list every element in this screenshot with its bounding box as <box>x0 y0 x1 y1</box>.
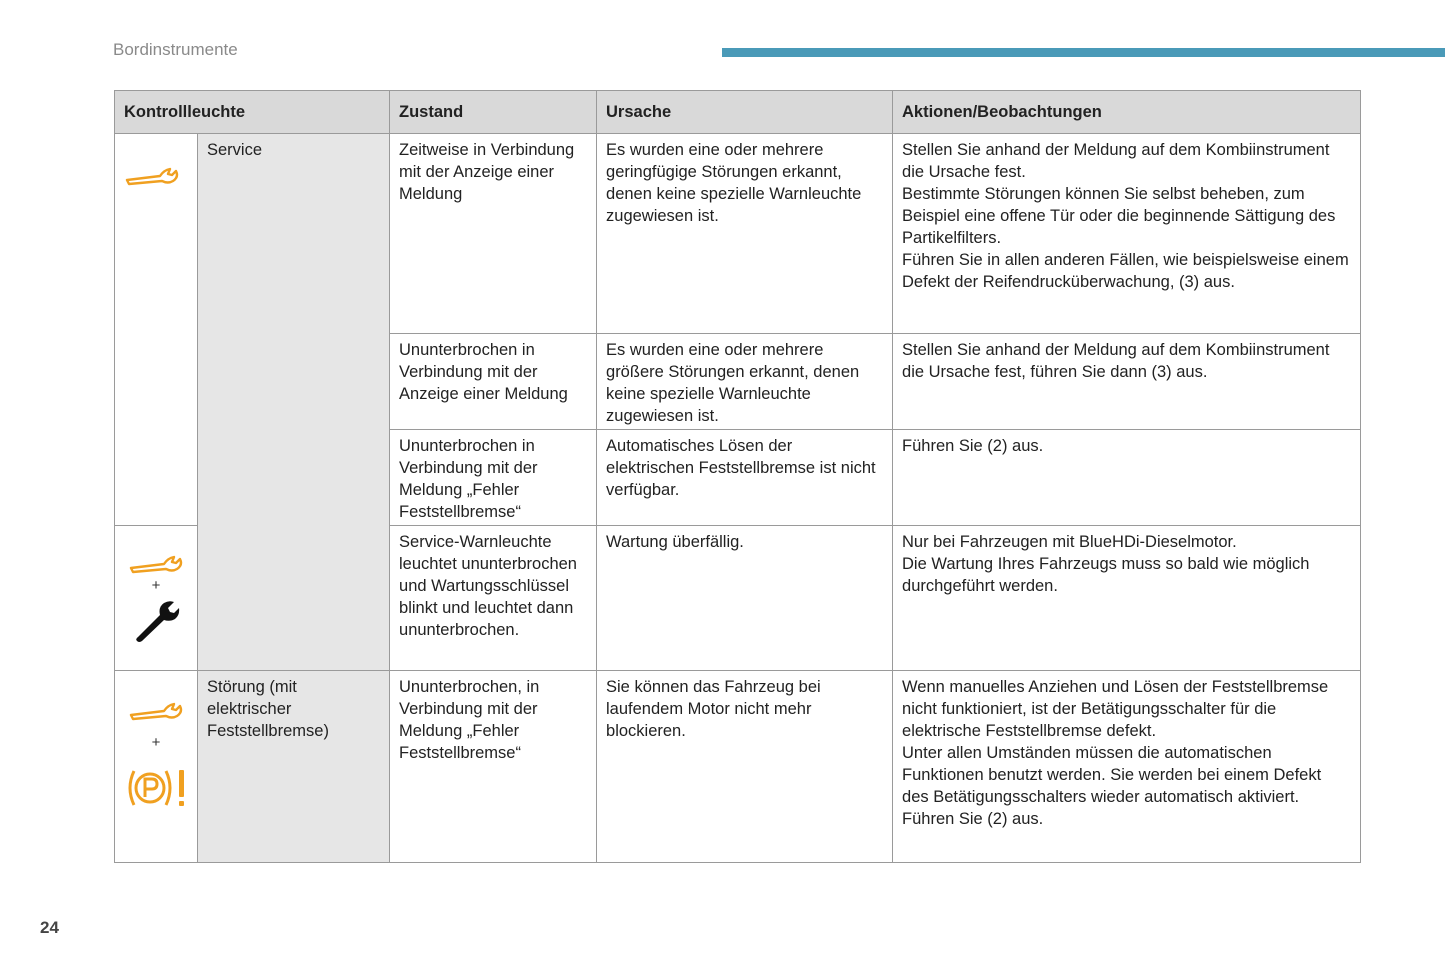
wrench-outline-orange-icon <box>128 694 184 724</box>
maintenance-icon-cell <box>115 526 198 671</box>
header-kontrollleuchte: Kontrollleuchte <box>115 91 390 134</box>
aktion-line: Führen Sie (2) aus. <box>902 437 1044 455</box>
page-header-title: Bordinstrumente <box>113 40 238 59</box>
table-header-row <box>115 91 1361 134</box>
header-ursache: Ursache <box>597 91 893 134</box>
ursache-cell: Wartung überfällig. <box>597 526 893 671</box>
aktionen-cell <box>893 334 1361 430</box>
zustand-cell: Ununterbrochen in Verbindung mit der Anzeige einer Meldung <box>390 334 597 430</box>
service-icon-cell <box>115 134 198 526</box>
wrench-outline-orange-icon <box>128 547 184 577</box>
aktion-line: Bestimmte Störungen können Sie selbst beheben, zum Beispiel eine offene Tür oder die beginnende Sättigung des Partikelfilters. <box>902 185 1336 247</box>
aktion-line: Die Wartung Ihres Fahrzeugs muss so bald wie möglich durchgeführt werden. <box>902 555 1310 595</box>
wrench-black-icon <box>132 599 180 643</box>
wrench-outline-orange-icon <box>124 159 180 189</box>
header-accent-bar <box>722 48 1445 57</box>
aktionen-cell <box>893 526 1361 671</box>
aktion-line: Nur bei Fahrzeugen mit BlueHDi-Dieselmotor. <box>902 533 1237 551</box>
aktion-line: Führen Sie (2) aus. <box>902 810 1044 828</box>
zustand-cell: Ununterbrochen, in Verbindung mit der Meldung „Fehler Feststellbremse“ <box>390 671 597 863</box>
zustand-cell: Ununterbrochen in Verbindung mit der Meldung „Fehler Feststellbremse“ <box>390 430 597 526</box>
aktion-line: Führen Sie in allen anderen Fällen, wie beispielsweise einem Defekt der Reifendrucküberwachung, (3) aus. <box>902 251 1349 291</box>
service-name-cell: Service <box>198 134 390 671</box>
ursache-cell: Es wurden eine oder mehrere geringfügige Störungen erkannt, denen keine spezielle Warnleuchte zugewiesen ist. <box>597 134 893 334</box>
brake-name-cell: Störung (mit elektrischer Feststellbremse) <box>198 671 390 863</box>
table-row <box>115 671 1361 863</box>
ursache-cell: Sie können das Fahrzeug bei laufendem Motor nicht mehr blockieren. <box>597 671 893 863</box>
ursache-cell: Es wurden eine oder mehrere größere Störungen erkannt, denen keine spezielle Warnleuchte zugewiesen ist. <box>597 334 893 430</box>
warning-lights-table <box>114 90 1361 863</box>
brake-icon-cell <box>115 671 198 863</box>
aktion-line: Wenn manuelles Anziehen und Lösen der Feststellbremse nicht funktioniert, ist der Betätigungsschalter für die elektrische Feststellbremse defekt. <box>902 678 1329 740</box>
page-number: 24 <box>40 918 59 937</box>
zustand-cell: Zeitweise in Verbindung mit der Anzeige einer Meldung <box>390 134 597 334</box>
plus-sign: + <box>151 577 161 594</box>
aktion-line: Stellen Sie anhand der Meldung auf dem Kombiinstrument die Ursache fest. <box>902 141 1330 181</box>
table-row <box>115 134 1361 334</box>
zustand-cell: Service-Warnleuchte leuchtet ununterbrochen und Wartungsschlüssel blinkt und leuchtet dann ununterbrochen. <box>390 526 597 671</box>
aktionen-cell <box>893 134 1361 334</box>
parking-brake-warning-icon <box>124 766 188 810</box>
aktionen-cell <box>893 671 1361 863</box>
aktion-line: Unter allen Umständen müssen die automatischen Funktionen benutzt werden. Sie werden bei einem Defekt des Betätigungsschalters wieder automatisch aktiviert. <box>902 744 1322 806</box>
ursache-cell: Automatisches Lösen der elektrischen Feststellbremse ist nicht verfügbar. <box>597 430 893 526</box>
plus-sign: + <box>151 734 161 751</box>
header-zustand: Zustand <box>390 91 597 134</box>
header-aktionen: Aktionen/Beobachtungen <box>893 91 1361 134</box>
aktionen-cell <box>893 430 1361 526</box>
aktion-line: Stellen Sie anhand der Meldung auf dem Kombiinstrument die Ursache fest, führen Sie dann (3) aus. <box>902 341 1330 381</box>
